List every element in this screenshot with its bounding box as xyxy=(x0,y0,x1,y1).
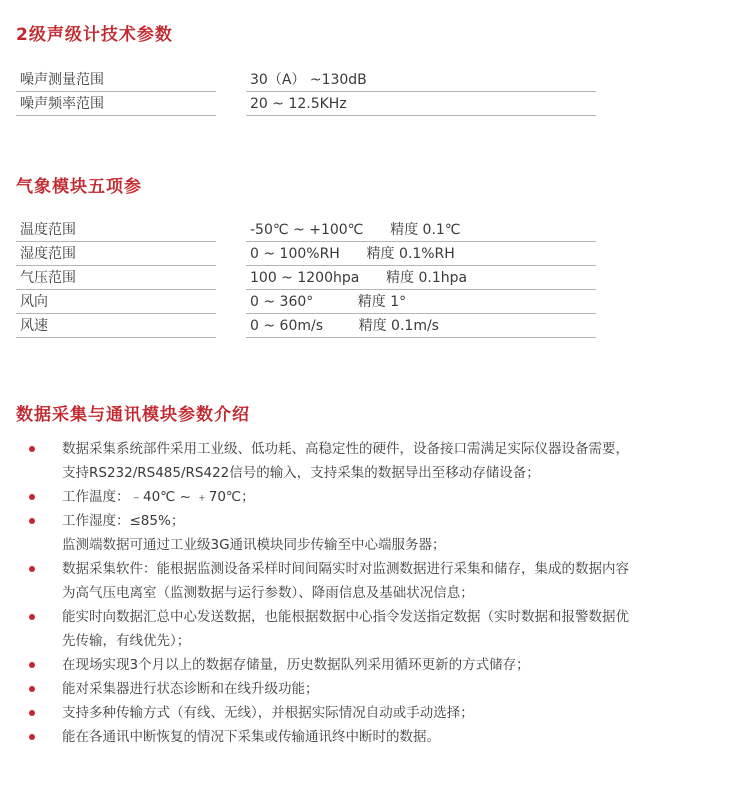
spec-row xyxy=(16,92,596,116)
section-title-data-acquisition: 数据采集与通讯模块参数介绍 xyxy=(16,405,250,425)
spec-value: -50℃ ~ +100℃ 精度 0.1℃ xyxy=(250,222,461,238)
spec-row xyxy=(16,242,596,266)
spec-value: 0 ~ 360° 精度 1° xyxy=(250,294,407,310)
spec-value: 20 ~ 12.5KHz xyxy=(250,96,347,112)
spec-row xyxy=(16,68,596,92)
spec-value: 0 ~ 100%RH 精度 0.1%RH xyxy=(250,246,455,262)
list-item-line: 支持RS232/RS485/RS422信号的输入，支持采集的数据导出至移动存储设备； xyxy=(62,465,540,481)
list-item xyxy=(16,557,736,605)
bullet-dot-icon xyxy=(29,494,35,500)
bullet-dot-icon xyxy=(29,446,35,452)
spec-value: 100 ~ 1200hpa 精度 0.1hpa xyxy=(250,270,468,286)
list-item-line: 在现场实现3个月以上的数据存储量，历史数据队列采用循环更新的方式储存； xyxy=(62,657,530,673)
spec-row xyxy=(16,290,596,314)
spec-label: 噪声频率范围 xyxy=(20,96,104,112)
row-divider xyxy=(246,115,596,116)
bullet-dot-icon xyxy=(29,686,35,692)
section-title-sound-meter: 2级声级计技术参数 xyxy=(16,25,173,45)
list-item-line: 能在各通讯中断恢复的情况下采集或传输通讯终中断时的数据。 xyxy=(62,729,440,745)
section-title-weather-module: 气象模块五项参 xyxy=(16,177,142,197)
list-item-line: 支持多种传输方式（有线、无线），并根据实际情况自动或手动选择； xyxy=(62,705,474,721)
row-divider xyxy=(246,337,596,338)
feature-list xyxy=(16,437,736,749)
list-item-line: 先传输，有线优先）； xyxy=(62,633,191,649)
bullet-dot-icon xyxy=(29,734,35,740)
weather-spec-table xyxy=(16,218,596,338)
bullet-dot-icon xyxy=(29,662,35,668)
list-item xyxy=(16,653,736,677)
list-item-line: 数据采集系统部件采用工业级、低功耗、高稳定性的硬件，设备接口需满足实际仪器设备需要， xyxy=(62,441,629,457)
spec-row xyxy=(16,266,596,290)
row-divider xyxy=(16,115,216,116)
list-item-line: 工作湿度：≤85%； xyxy=(62,513,185,529)
list-item-line: 工作温度：﹣40℃ ~ ﹢70℃； xyxy=(62,489,255,505)
row-divider xyxy=(16,337,216,338)
spec-label: 风向 xyxy=(20,294,48,310)
list-item xyxy=(16,509,736,557)
spec-label: 气压范围 xyxy=(20,270,76,286)
list-item xyxy=(16,485,736,509)
list-item xyxy=(16,725,736,749)
spec-row xyxy=(16,314,596,338)
spec-label: 温度范围 xyxy=(20,222,76,238)
spec-label: 风速 xyxy=(20,318,48,334)
list-item-line: 能对采集器进行状态诊断和在线升级功能； xyxy=(62,681,319,697)
spec-label: 噪声测量范围 xyxy=(20,72,104,88)
spec-row xyxy=(16,218,596,242)
list-item-line: 为高气压电离室（监测数据与运行参数）、降雨信息及基础状况信息； xyxy=(62,585,474,601)
bullet-dot-icon xyxy=(29,710,35,716)
list-item xyxy=(16,677,736,701)
sound-meter-spec-table xyxy=(16,68,596,116)
spec-value: 30（A） ~130dB xyxy=(250,72,367,88)
spec-value: 0 ~ 60m/s 精度 0.1m/s xyxy=(250,318,439,334)
list-item xyxy=(16,701,736,725)
list-item-line: 能实时向数据汇总中心发送数据，也能根据数据中心指令发送指定数据（实时数据和报警数据优 xyxy=(62,609,629,625)
bullet-dot-icon xyxy=(29,614,35,620)
list-item xyxy=(16,605,736,653)
list-item-line: 数据采集软件：能根据监测设备采样时间间隔实时对监测数据进行采集和储存，集成的数据内容 xyxy=(62,561,629,577)
bullet-dot-icon xyxy=(29,518,35,524)
list-item xyxy=(16,437,736,485)
list-item-line: 监测端数据可通过工业级3G通讯模块同步传输至中心端服务器； xyxy=(62,537,446,553)
spec-label: 湿度范围 xyxy=(20,246,76,262)
bullet-dot-icon xyxy=(29,566,35,572)
